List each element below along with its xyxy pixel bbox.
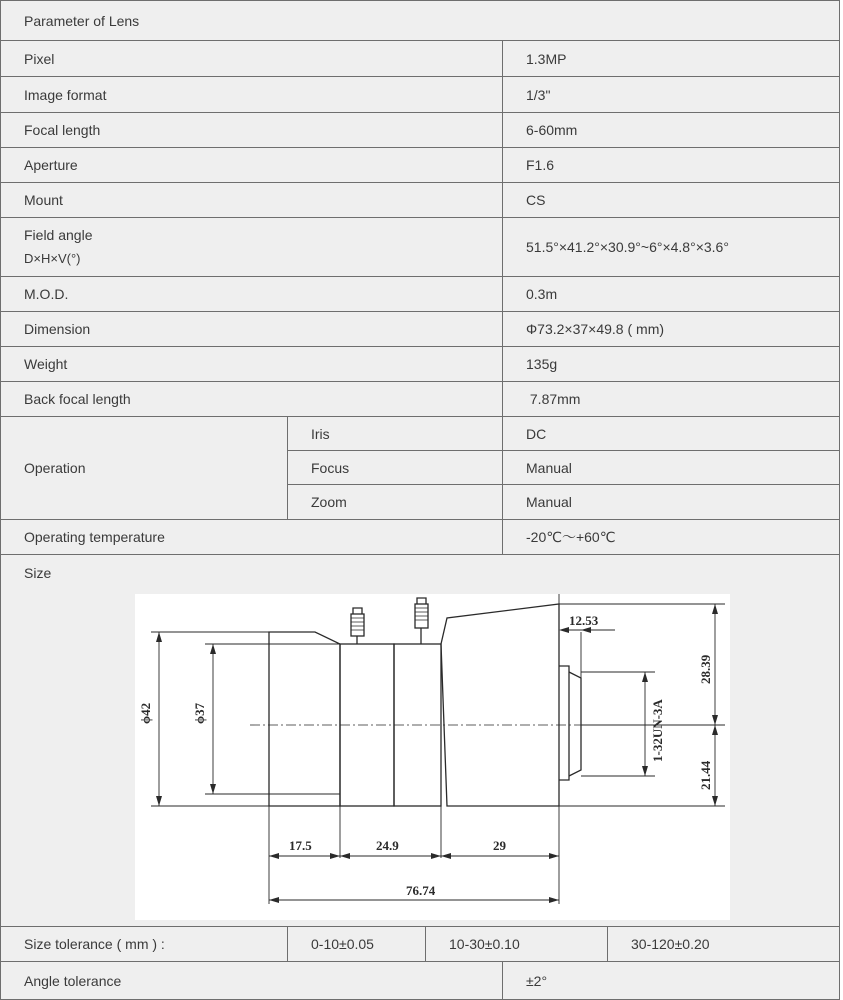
operation-label-cell	[0, 416, 288, 520]
temperature-value: -20℃～+60℃	[526, 529, 616, 545]
lens-dimension-drawing	[135, 594, 730, 920]
drawing-svg	[135, 594, 730, 920]
dim-24-9: 24.9	[376, 838, 399, 853]
tolerance-value-1: 0-10±0.05	[311, 936, 374, 952]
aperture-label: Aperture	[24, 157, 78, 173]
row-value	[502, 217, 840, 277]
size-label: Size	[24, 565, 52, 581]
row-value	[502, 346, 840, 382]
dim-21-44: 21.44	[698, 760, 713, 790]
field-angle-sublabel: D×H×V(°)	[24, 251, 81, 266]
dimension-lines	[151, 594, 725, 904]
back-focal-length-value: 7.87mm	[526, 391, 581, 407]
pixel-label: Pixel	[24, 50, 55, 67]
row-value	[502, 112, 840, 148]
dimension-arrows	[156, 604, 718, 903]
iris-value: DC	[526, 425, 547, 442]
focal-length-value: 6-60mm	[526, 122, 578, 138]
lens-outline	[269, 598, 581, 806]
tolerance-value-3: 30-120±0.20	[631, 936, 710, 952]
row-label	[0, 217, 503, 277]
table-title-cell	[0, 0, 840, 41]
row-label	[0, 112, 503, 148]
row-value	[502, 182, 840, 218]
row-value	[502, 276, 840, 312]
row-label	[0, 961, 503, 1000]
row-label	[0, 147, 503, 183]
row-label	[0, 519, 503, 555]
row-value	[502, 961, 840, 1000]
dim-thread: 1-32UN-3A	[650, 699, 665, 762]
dim-28-39: 28.39	[698, 654, 713, 684]
row-value	[502, 484, 840, 520]
iris-label: Iris	[311, 425, 330, 442]
row-value	[502, 416, 840, 451]
row-value	[502, 519, 840, 555]
size-tolerance-label: Size tolerance ( mm ) :	[24, 936, 165, 952]
pixel-value: 1.3MP	[526, 50, 567, 67]
row-value	[502, 76, 840, 113]
mount-label: Mount	[24, 192, 63, 208]
dimension-label: Dimension	[24, 321, 91, 337]
dim-phi37: ϕ37	[192, 702, 207, 724]
angle-tolerance-value: ±2°	[526, 972, 548, 989]
angle-tolerance-label: Angle tolerance	[24, 972, 122, 989]
focus-label: Focus	[311, 459, 350, 476]
aperture-value: F1.6	[526, 157, 555, 173]
row-value	[502, 381, 840, 417]
dim-17-5: 17.5	[289, 838, 312, 853]
row-value	[425, 926, 608, 962]
operation-sub-label	[287, 450, 503, 485]
row-value	[502, 40, 840, 77]
mount-value: CS	[526, 192, 546, 208]
dim-29: 29	[493, 838, 506, 853]
mod-value: 0.3m	[526, 286, 558, 302]
back-focal-length-label: Back focal length	[24, 391, 131, 407]
operation-sub-label	[287, 484, 503, 520]
table-title: Parameter of Lens	[24, 12, 140, 29]
field-angle-label: Field angle	[24, 227, 93, 243]
focal-length-label: Focal length	[24, 122, 101, 138]
weight-value: 135g	[526, 356, 558, 372]
row-label	[0, 182, 503, 218]
image-format-label: Image format	[24, 86, 107, 103]
mod-label: M.O.D.	[24, 286, 69, 302]
operation-label: Operation	[24, 460, 86, 476]
row-label	[0, 926, 288, 962]
row-label	[0, 311, 503, 347]
temperature-label: Operating temperature	[24, 529, 165, 545]
image-format-value: 1/3"	[526, 86, 551, 103]
row-value	[607, 926, 840, 962]
row-value	[502, 311, 840, 347]
row-label	[0, 276, 503, 312]
zoom-value: Manual	[526, 494, 572, 510]
weight-label: Weight	[24, 356, 68, 372]
operation-sub-label	[287, 416, 503, 451]
row-label	[0, 346, 503, 382]
zoom-label: Zoom	[311, 494, 347, 510]
dimension-value: Φ73.2×37×49.8 ( mm)	[526, 321, 665, 337]
dim-12-53: 12.53	[569, 613, 599, 628]
row-label	[0, 40, 503, 77]
row-value	[502, 147, 840, 183]
focus-value: Manual	[526, 459, 572, 476]
dim-76-74: 76.74	[406, 883, 436, 898]
field-angle-value: 51.5°×41.2°×30.9°~6°×4.8°×3.6°	[526, 239, 729, 255]
row-label	[0, 381, 503, 417]
row-value	[502, 450, 840, 485]
row-label	[0, 76, 503, 113]
row-value	[287, 926, 426, 962]
tolerance-value-2: 10-30±0.10	[449, 936, 520, 952]
dim-phi42: ϕ42	[138, 702, 153, 724]
